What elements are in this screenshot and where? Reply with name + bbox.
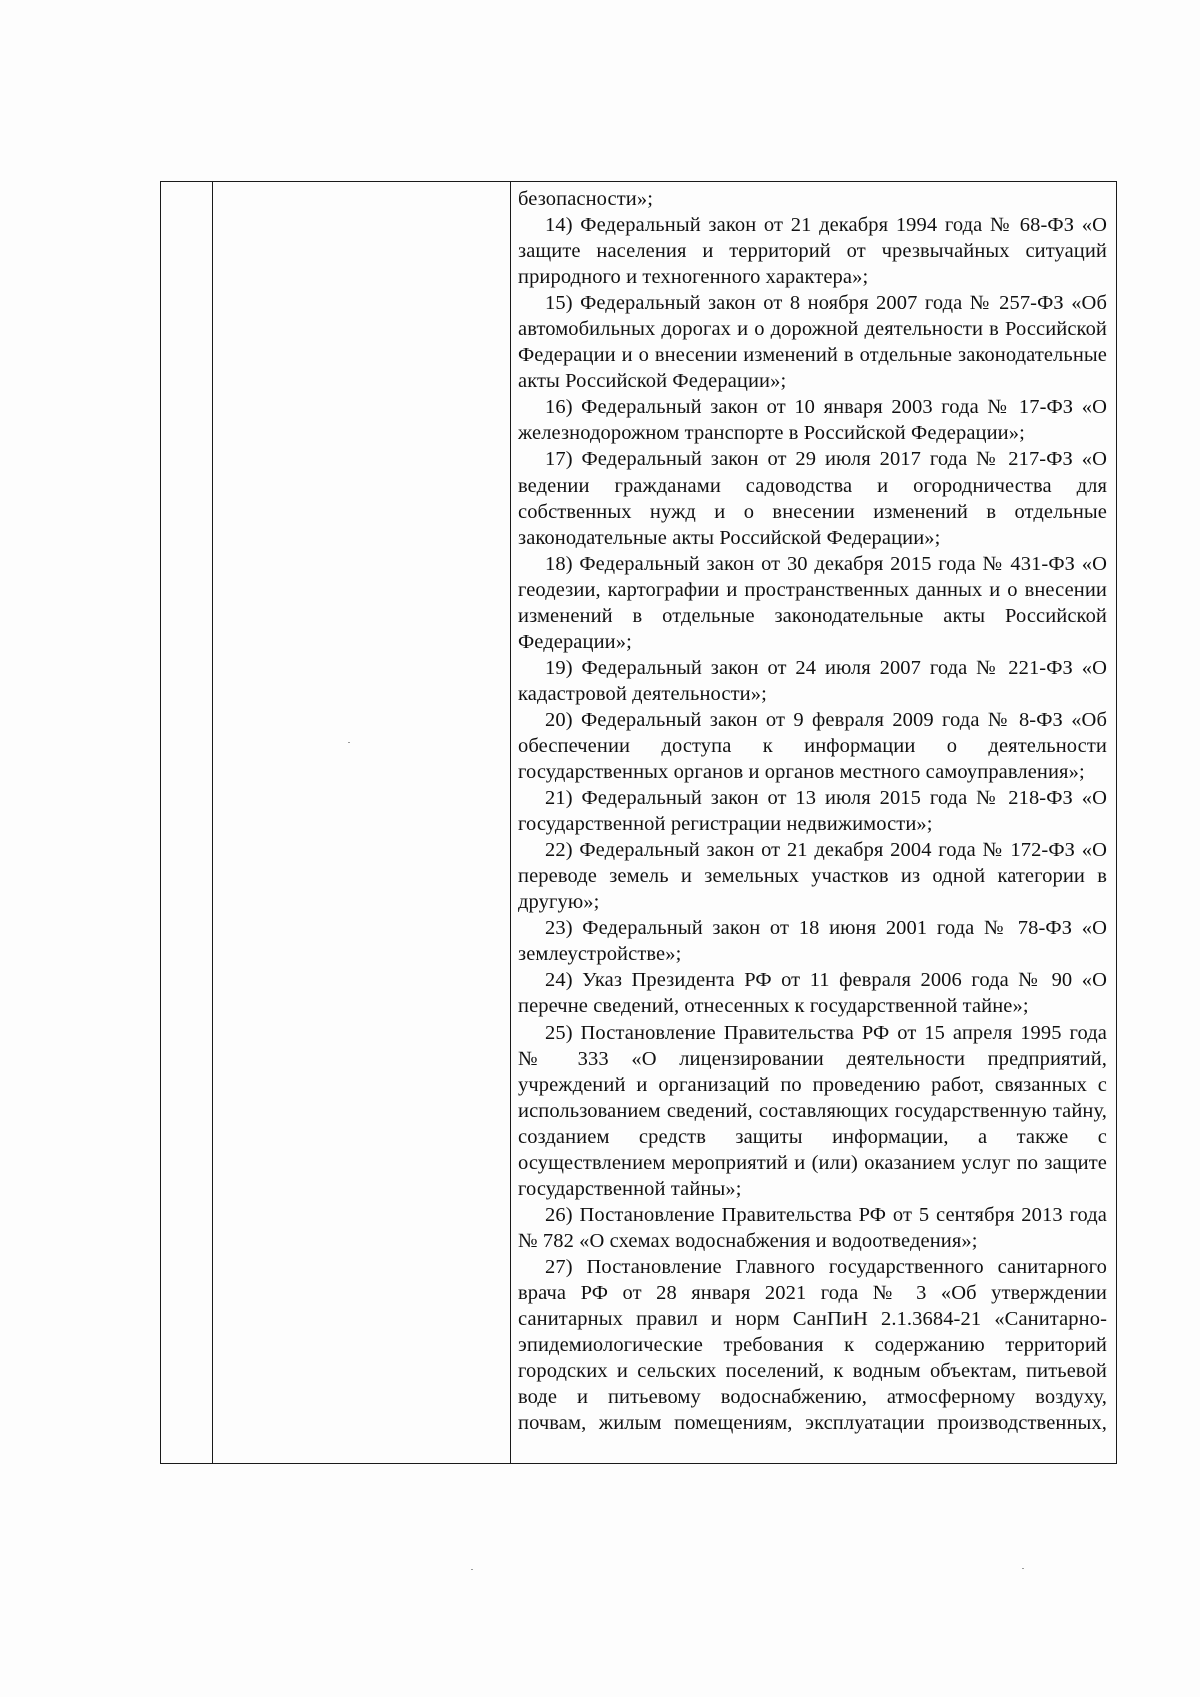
document-table (160, 181, 1117, 1464)
table-cell-number (161, 182, 212, 1463)
list-item-27: 27) Постановление Главного государственного санитарного врача РФ от 28 января 2021 года № 3 «Об утверждении санитарных правил и норм СанПиН 2.1.3684-21 «Санитарно-эпидемиологические требования к содержанию территорий городских и сельских поселений, к водным объектам, питьевой воде и питьевому водоснабжению, атмосферному воздуху, почвам, жилым помещениям, эксплуатации производственных, (518, 1255, 1107, 1435)
scan-speck (348, 742, 350, 743)
list-item-26: 26) Постановление Правительства РФ от 5 сентября 2013 года № 782 «О схемах водоснабжения и водоотведения»; (518, 1203, 1107, 1252)
list-item-15: 15) Федеральный закон от 8 ноября 2007 года № 257-ФЗ «Об автомобильных дорогах и о дорожной деятельности в Российской Федерации и о внесении изменений в отдельные законодательные акты Российской Федерации»; (518, 292, 1107, 393)
list-item-23: 23) Федеральный закон от 18 июня 2001 года № 78-ФЗ «О землеустройстве»; (518, 917, 1107, 966)
list-item-14: 14) Федеральный закон от 21 декабря 1994 года № 68-ФЗ «О защите населения и территорий от чрезвычайных ситуаций природного и техногенного характера»; (518, 214, 1107, 289)
scan-speck (471, 1569, 473, 1570)
list-item-continuation: безопасности»; (518, 188, 654, 210)
list-item-24: 24) Указ Президента РФ от 11 февраля 2006 года № 90 «О перечне сведений, отнесенных к государственной тайне»; (518, 969, 1107, 1018)
list-item-20: 20) Федеральный закон от 9 февраля 2009 года № 8-ФЗ «Об обеспечении доступа к информации о деятельности государственных органов и органов местного самоуправления»; (518, 708, 1107, 784)
table-column-divider (510, 182, 511, 1463)
list-item-21: 21) Федеральный закон от 13 июля 2015 года № 218-ФЗ «О государственной регистрации недвижимости»; (518, 787, 1107, 836)
list-item-22: 22) Федеральный закон от 21 декабря 2004 года № 172-ФЗ «О переводе земель и земельных участков из одной категории в другую»; (518, 839, 1107, 914)
scan-speck (1022, 1568, 1024, 1569)
table-cell-content (518, 186, 1107, 1436)
list-item-17: 17) Федеральный закон от 29 июля 2017 года № 217-ФЗ «О ведении гражданами садоводства и огородничества для собственных нужд и о внесении изменений в отдельные законодательные акты Российской Федерации»; (518, 448, 1107, 549)
list-item-18: 18) Федеральный закон от 30 декабря 2015 года № 431-ФЗ «О геодезии, картографии и пространственных данных и о внесении изменений в отдельные законодательные акты Российской Федерации»; (518, 552, 1107, 653)
table-column-divider (212, 182, 213, 1463)
list-item-19: 19) Федеральный закон от 24 июля 2007 года № 221-ФЗ «О кадастровой деятельности»; (518, 656, 1107, 705)
list-item-16: 16) Федеральный закон от 10 января 2003 года № 17-ФЗ «О железнодорожном транспорте в Российской Федерации»; (518, 396, 1107, 445)
list-item-25: 25) Постановление Правительства РФ от 15 апреля 1995 года № 333 «О лицензировании деятельности предприятий, учреждений и организаций по проведению работ, связанных с использованием сведений, составляющих государственную тайну, созданием средств защиты информации, а также с осуществлением мероприятий и (или) оказанием услуг по защите государственной тайны»; (518, 1021, 1107, 1200)
table-cell-name (213, 182, 510, 1463)
